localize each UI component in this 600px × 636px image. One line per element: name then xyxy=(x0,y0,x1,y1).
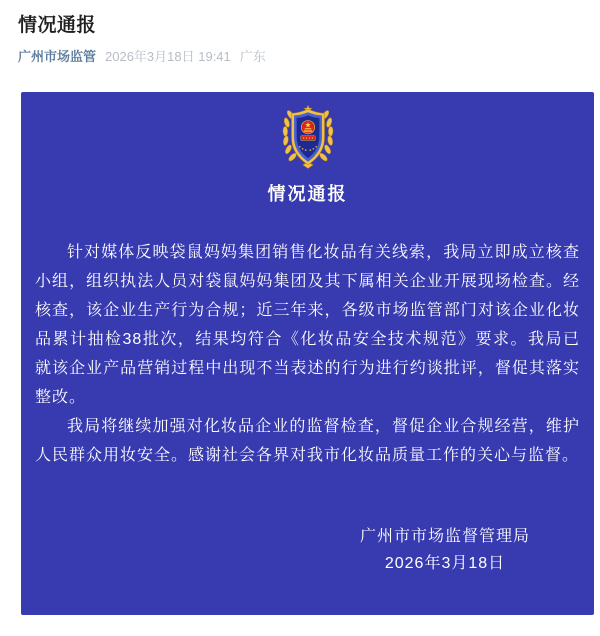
notice-paragraph-2: 我局将继续加强对化妆品企业的监督检查，督促企业合规经营，维护人民群众用妆安全。感谢社会各界对我市化妆品质量工作的关心与监督。 xyxy=(35,418,580,464)
publish-location: 广东 xyxy=(239,49,266,64)
article-byline xyxy=(18,46,266,65)
signature-date: 2026年3月18日 xyxy=(384,555,506,572)
source-name[interactable]: 广州市场监管 xyxy=(18,49,97,64)
notice-signature xyxy=(360,523,530,577)
banner-icon xyxy=(300,136,314,141)
market-supervision-emblem-icon xyxy=(276,104,340,170)
notice-paragraph-1: 针对媒体反映袋鼠妈妈集团销售化妆品有关线索，我局立即成立核查小组，组织执法人员对袋鼠妈妈集团及其下属相关企业开展现场检查。经核查，该企业生产行为合规；近三年来，各级市场监管部门对该企业化妆品累计抽检38批次，结果均符合《化妆品安全技术规范》要求。我局已就该企业产品营销过程中出现不当表述的行为进行约谈批评，督促其落实整改。 xyxy=(35,244,580,406)
notice-body xyxy=(35,238,580,470)
signature-agency: 广州市市场监督管理局 xyxy=(359,528,530,545)
notice-image[interactable] xyxy=(21,92,594,615)
notice-title: 情况通报 xyxy=(267,184,348,204)
national-emblem-icon xyxy=(301,121,314,134)
article-title: 情况通报 xyxy=(18,15,97,36)
publish-datetime: 2026年3月18日 19:41 xyxy=(105,49,231,64)
